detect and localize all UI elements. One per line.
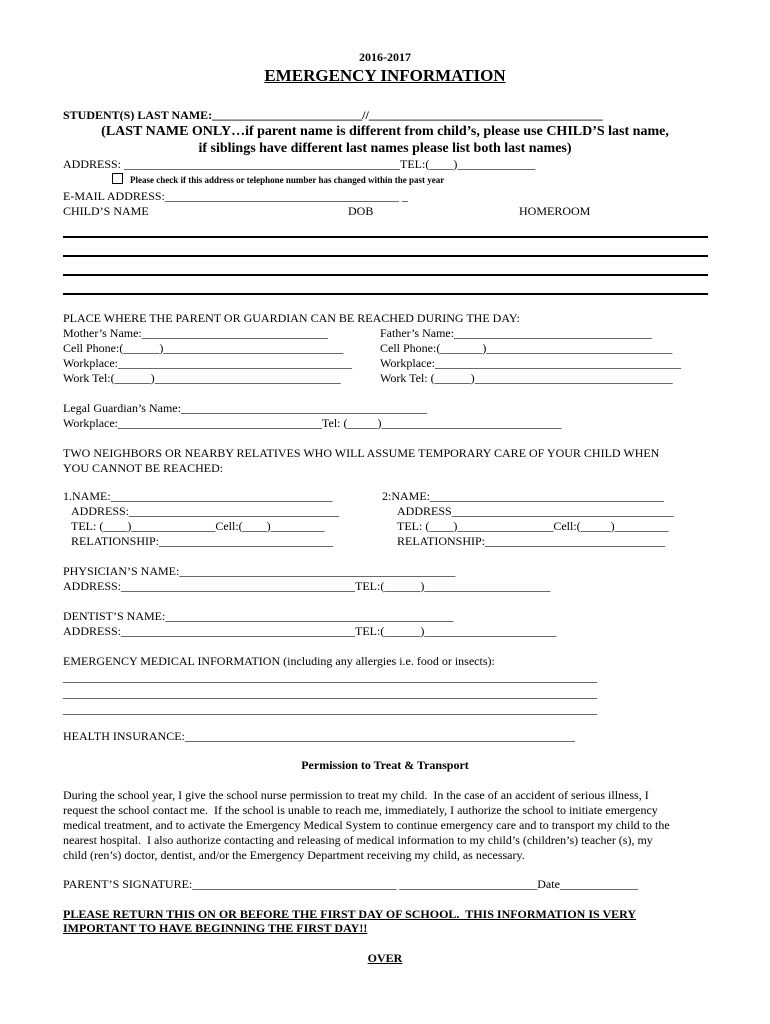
page-title: EMERGENCY INFORMATION [264, 66, 506, 85]
child-row-line-4[interactable] [63, 293, 708, 295]
return-notice-line2: IMPORTANT TO HAVE BEGINNING THE FIRST DAY!! [63, 921, 368, 935]
neighbor2-name-field[interactable]: 2:NAME:_______________________________________ [382, 489, 664, 503]
neighbor1-name-field[interactable]: 1.NAME:_____________________________________ [63, 489, 333, 503]
homeroom-header: HOMEROOM [519, 204, 591, 218]
neighbor2-relationship-field[interactable]: RELATIONSHIP:______________________________ [397, 534, 666, 548]
neighbors-heading-line2: YOU CANNOT BE REACHED: [63, 461, 224, 475]
neighbor2-address-field[interactable]: ADDRESS_____________________________________ [397, 504, 674, 518]
health-insurance-field[interactable]: HEALTH INSURANCE:_________________________________________________________________ [63, 729, 575, 743]
physician-address-field[interactable]: ADDRESS:_______________________________________TEL:(______)_____________________ [63, 579, 551, 593]
medical-info-line-2[interactable]: _________________________________________________________________________________________ [63, 686, 597, 700]
mother-workplace-field[interactable]: Workplace:_______________________________________ [63, 356, 353, 370]
neighbor2-tel-field[interactable]: TEL: (____)________________Cell:(_____)_________ [397, 519, 669, 533]
child-row-line-2[interactable] [63, 255, 708, 257]
mother-cell-field[interactable]: Cell Phone:(______)______________________________ [63, 341, 344, 355]
address-field[interactable]: ADDRESS: ______________________________________________TEL:(____)_____________ [63, 157, 536, 171]
mother-worktel-field[interactable]: Work Tel:(______)_______________________________ [63, 371, 341, 385]
over-label: OVER [367, 951, 403, 965]
neighbor1-tel-field[interactable]: TEL: (____)______________Cell:(____)_________ [71, 519, 325, 533]
dentist-address-field[interactable]: ADDRESS:_______________________________________TEL:(______)______________________ [63, 624, 557, 638]
permission-title: Permission to Treat & Transport [301, 758, 469, 772]
child-row-line-1[interactable] [63, 236, 708, 238]
permission-text-2: request the school contact me. If the school is unable to reach me, immediately, I authorize the school to initiate emergency [63, 803, 658, 817]
neighbor1-relationship-field[interactable]: RELATIONSHIP:_____________________________ [71, 534, 334, 548]
return-notice-line1: PLEASE RETURN THIS ON OR BEFORE THE FIRST DAY OF SCHOOL. THIS INFORMATION IS VERY [63, 907, 637, 921]
dentist-name-field[interactable]: DENTIST’S NAME:________________________________________________ [63, 609, 454, 623]
father-name-field[interactable]: Father’s Name:_________________________________ [380, 326, 653, 340]
last-name-note-line1: (LAST NAME ONLY…if parent name is different from child’s, please use CHILD’S last name, [101, 124, 669, 139]
medical-info-heading: EMERGENCY MEDICAL INFORMATION (including any allergies i.e. food or insects): [63, 654, 495, 668]
father-workplace-field[interactable]: Workplace:_________________________________________ [380, 356, 682, 370]
permission-text-1: During the school year, I give the school nurse permission to treat my child. In the case of an accident of serious illness, I [63, 788, 649, 802]
neighbor1-address-field[interactable]: ADDRESS:___________________________________ [71, 504, 340, 518]
guardian-name-field[interactable]: Legal Guardian’s Name:_________________________________________ [63, 401, 427, 415]
dob-header: DOB [348, 204, 374, 218]
last-name-note-line2: if siblings have different last names please list both last names) [198, 141, 572, 156]
mother-name-field[interactable]: Mother’s Name:_______________________________ [63, 326, 328, 340]
permission-text-3: medical treatment, and to activate the Emergency Medical System to continue emergency care and to transport my child to the [63, 818, 670, 832]
child-row-line-3[interactable] [63, 274, 708, 276]
permission-text-4: nearest hospital. I also authorize contacting and releasing of medical information to my child’s (children’s) teacher (s), my [63, 833, 653, 847]
medical-info-line-1[interactable]: _________________________________________________________________________________________ [63, 670, 597, 684]
parent-signature-field[interactable]: PARENT’S SIGNATURE:__________________________________ _______________________Date_____________ [63, 877, 638, 891]
address-changed-checkbox[interactable] [112, 173, 123, 184]
email-field[interactable]: E-MAIL ADDRESS:_______________________________________ _ [63, 189, 408, 203]
child-name-header: CHILD’S NAME [63, 204, 149, 218]
parents-heading: PLACE WHERE THE PARENT OR GUARDIAN CAN BE REACHED DURING THE DAY: [63, 311, 520, 325]
physician-name-field[interactable]: PHYSICIAN’S NAME:______________________________________________ [63, 564, 456, 578]
student-last-name-field[interactable]: STUDENT(S) LAST NAME:_________________________//_______________________________________ [63, 108, 603, 122]
father-cell-field[interactable]: Cell Phone:(_______)_______________________________ [380, 341, 673, 355]
address-changed-label: Please check if this address or telephone number has changed within the past year [130, 175, 445, 185]
medical-info-line-3[interactable]: _________________________________________________________________________________________ [63, 702, 597, 716]
neighbors-heading-line1: TWO NEIGHBORS OR NEARBY RELATIVES WHO WILL ASSUME TEMPORARY CARE OF YOUR CHILD WHEN [63, 446, 660, 460]
guardian-workplace-field[interactable]: Workplace:__________________________________Tel: (_____)______________________________ [63, 416, 562, 430]
father-worktel-field[interactable]: Work Tel: (______)_________________________________ [380, 371, 673, 385]
permission-text-5: child (ren’s) doctor, dentist, and/or the Emergency Department receiving my child, as necessary. [63, 848, 525, 862]
school-year: 2016-2017 [359, 50, 411, 64]
